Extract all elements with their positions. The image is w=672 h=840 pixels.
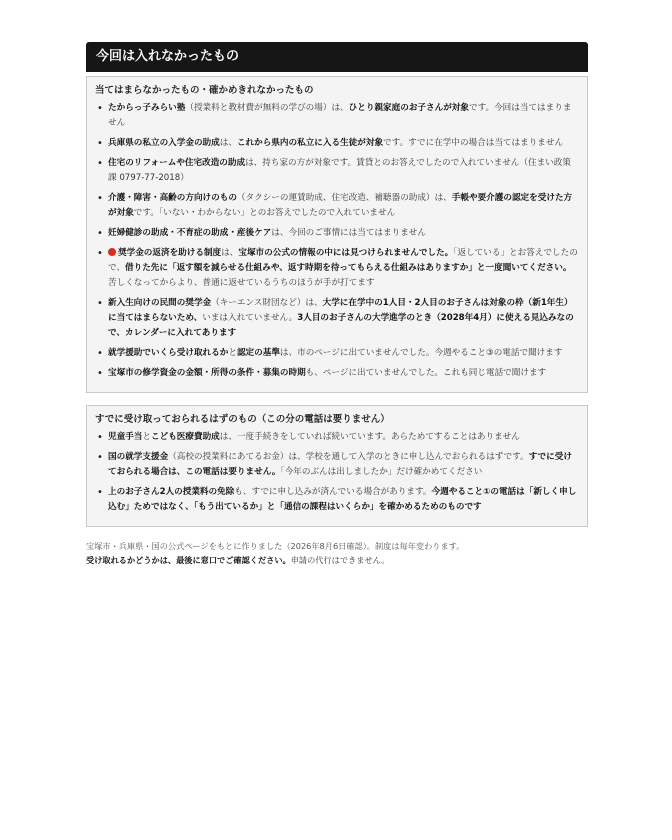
list-item: • 兵庫県の私立の入学金の助成は、これから県内の私立に入る生徒が対象です。すでに在学中の場合は当てはまりません xyxy=(95,136,579,151)
red-circle-icon xyxy=(108,248,116,256)
list-item: • 奨学金の返済を助ける制度は、宝塚市の公式の情報の中には見つけられませんでした。「返している」とお答えでしたので、借りた先に「返す額を減らせる仕組みや、返す時期を待ってもらえる仕組みはありますか」と一度聞いてください。苦しくなってからより、普通に返せているうちのほうが手が打てます xyxy=(95,246,579,291)
list-item: • 就学援助でいくら受け取れるかと認定の基準は、市のページに出ていませんでした。今週やること③の電話で聞けます xyxy=(95,346,579,361)
footer-disclaimer: 受け取れるかどうかは、最後に窓口でご確認ください。申請の代行はできません。 xyxy=(86,555,390,565)
footer-note xyxy=(86,539,588,567)
list-item: • 宝塚市の修学資金の金額・所得の条件・募集の時期も、ページに出ていませんでした。これも同じ電話で聞けます xyxy=(95,366,579,381)
list-item: • 上のお子さん2人の授業料の免除も、すでに申し込みが済んでいる場合があります。今週やること①の電話は「新しく申し込む」ためではなく、「もう出ているか」と「通信の課程はいくらか」を確かめるためのものです xyxy=(95,485,579,515)
footer-source: 宝塚市・兵庫県・国の公式ページをもとに作りました（2026年8月6日確認）。制度は毎年変わります。 xyxy=(86,541,465,551)
panel-not-applicable xyxy=(86,76,588,393)
panel-already-received xyxy=(86,405,588,527)
item-list xyxy=(95,430,579,515)
list-item: • 国の就学支援金（高校の授業料にあてるお金）は、学校を通して入学のときに申し込んでおられるはずです。すでに受けておられる場合は、この電話は要りません。「今年のぶんは出しましたか」だけ確かめてください xyxy=(95,450,579,480)
panel-heading: すでに受け取っておられるはずのもの（この分の電話は要りません） xyxy=(95,414,390,425)
item-list xyxy=(95,101,579,381)
page-content xyxy=(86,42,588,567)
list-item: • 児童手当とこども医療費助成は、一度手続きをしていれば続いています。あらためてすることはありません xyxy=(95,430,579,445)
section-title: 今回は入れなかったもの xyxy=(86,42,588,72)
panel-heading: 当てはまらなかったもの・確かめきれなかったもの xyxy=(95,85,314,96)
list-item: • 妊婦健診の助成・不育症の助成・産後ケアは、今回のご事情には当てはまりません xyxy=(95,226,579,241)
list-item: • 新入生向けの民間の奨学金（キーエンス財団など）は、大学に在学中の1人目・2人目のお子さんは対象の枠（新1年生）に当てはまらないため、いまは入れていません。3人目のお子さんの大学進学のとき（2028年4月）に使える見込みなので、カレンダーに入れてあります xyxy=(95,296,579,341)
list-item: • たからっ子みらい塾（授業料と教材費が無料の学びの場）は、ひとり親家庭のお子さんが対象です。今回は当てはまりません xyxy=(95,101,579,131)
list-item: • 住宅のリフォームや住宅改造の助成は、持ち家の方が対象です。賃貸とのお答えでしたので入れていません（住まい政策課 0797-77-2018） xyxy=(95,156,579,186)
list-item: • 介護・障害・高齢の方向けのもの（タクシーの運賃助成、住宅改造、補聴器の助成）は、手帳や要介護の認定を受けた方が対象です。「いない・わからない」とのお答えでしたので入れていません xyxy=(95,191,579,221)
